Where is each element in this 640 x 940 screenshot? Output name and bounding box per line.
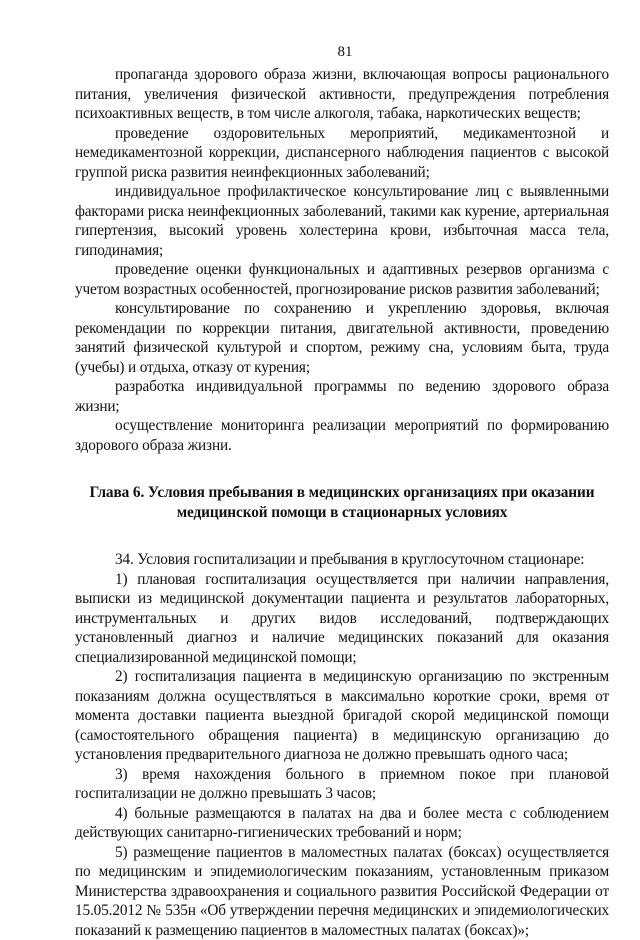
section-paragraph: 3) время нахождения больного в приемном покое при плановой госпитализации не должно превышать 3 часов; — [75, 765, 609, 804]
list-item: индивидуальное профилактическое консультирование лиц с выявленными факторами риска неинфекционных заболеваний, такими как курение, артериальная гипертензия, высокий уровень холестерина крови, избыточная масса тела, гиподинамия; — [75, 182, 609, 260]
list-item: проведение оценки функциональных и адаптивных резервов организма с учетом возрастных особенностей, прогнозирование рисков развития заболеваний; — [75, 260, 609, 299]
document-body — [75, 65, 609, 940]
section-paragraph: 1) плановая госпитализация осуществляется при наличии направления, выписки из медицинской документации пациента и результатов лабораторных, инструментальных и других видов исследований, подтверждающих установленный диагноз и наличие медицинских показаний для оказания специализированной медицинской помощи; — [75, 570, 609, 668]
list-item: осуществление мониторинга реализации мероприятий по формированию здорового образа жизни. — [75, 416, 609, 455]
list-item: разработка индивидуальной программы по ведению здорового образа жизни; — [75, 377, 609, 416]
page-number: 81 — [0, 44, 640, 61]
section-paragraph: 4) больные размещаются в палатах на два и более места с соблюдением действующих санитарно-гигиенических требований и норм; — [75, 804, 609, 843]
list-item: проведение оздоровительных мероприятий, медикаментозной и немедикаментозной коррекции, диспансерного наблюдения пациентов с высокой группой риска развития неинфекционных заболеваний; — [75, 124, 609, 183]
section-paragraph: 2) госпитализация пациента в медицинскую организацию по экстренным показаниям должна осуществляться в максимально короткие сроки, время от момента доставки пациента выездной бригадой скорой медицинской помощи (самостоятельного обращения пациента) в медицинскую организацию до установления предварительного диагноза не должно превышать одного часа; — [75, 667, 609, 765]
list-item: пропаганда здорового образа жизни, включающая вопросы рационального питания, увеличения физической активности, предупреждения потребления психоактивных веществ, в том числе алкоголя, табака, наркотических веществ; — [75, 65, 609, 124]
list-item: консультирование по сохранению и укреплению здоровья, включая рекомендации по коррекции питания, двигательной активности, проведению занятий физической культурой и спортом, режиму сна, условиям быта, труда (учебы) и отдыха, отказу от курения; — [75, 299, 609, 377]
section-paragraph: 5) размещение пациентов в маломестных палатах (боксах) осуществляется по медицинским и эпидемиологическим показаниям, установленным приказом Министерства здравоохранения и социального развития Российской Федерации от 15.05.2012 № 535н «Об утверждении перечня медицинских и эпидемиологических показаний к размещению пациентов в маломестных палатах (боксах)»; — [75, 843, 609, 940]
section-paragraph: 34. Условия госпитализации и пребывания в круглосуточном стационаре: — [75, 550, 609, 570]
chapter-heading: Глава 6. Условия пребывания в медицинских организациях при оказании медицинской помощи в стационарных условиях — [75, 483, 609, 522]
